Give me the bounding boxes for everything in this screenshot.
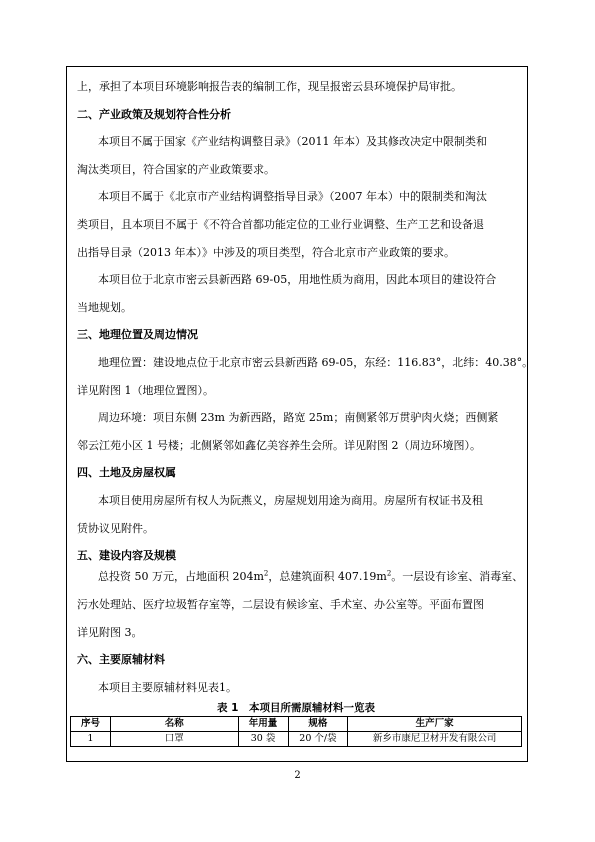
text-line: 详见附图 3。 xyxy=(77,625,143,639)
table-cell: 20 个/袋 xyxy=(288,732,348,747)
text-line: 周边环境：项目东侧 23m 为新西路，路宽 25m；南侧紧邻万贯驴肉火烧；西侧紧 xyxy=(98,411,499,425)
text-line: 地理位置：建设地点位于北京市密云县新西路 69-05，东经：116.83°，北纬：40.38°。 xyxy=(98,356,534,369)
column-header: 规格 xyxy=(288,717,348,732)
table-cell: 口罩 xyxy=(110,732,238,747)
text-line: 污水处理站、医疗垃圾暂存室等，二层设有候诊室、手术室、办公室等。平面布置图 xyxy=(77,598,484,611)
text-line: 本项目不属于《北京市产业结构调整指导目录》（2007 年本）中的限制类和淘汰 xyxy=(98,190,487,204)
section-heading: 三、地理位置及周边情况 xyxy=(77,328,198,342)
investment-text-1: 总投资 50 万元，占地面积 204m xyxy=(98,570,264,583)
text-line: 本项目使用房屋所有权人为阮燕义，房屋规划用途为商用。房屋所有权证书及租 xyxy=(98,494,483,507)
section-heading: 二、产业政策及规划符合性分析 xyxy=(77,107,231,121)
text-line: 类项目，且本项目不属于《不符合首都功能定位的工业行业调整、生产工艺和设备退 xyxy=(77,218,484,231)
superscript-2: 2 xyxy=(263,569,269,578)
section-heading: 五、建设内容及规模 xyxy=(77,549,176,563)
text-line: 上，承担了本项目环境影响报告表的编制工作，现呈报密云县环境保护局审批。 xyxy=(77,80,462,93)
table-cell: 30 袋 xyxy=(238,732,288,747)
materials-table xyxy=(70,716,522,747)
column-header: 生产厂家 xyxy=(348,717,522,732)
text-line: 本项目主要原辅材料见表1。 xyxy=(98,680,237,694)
superscript-2: 2 xyxy=(386,569,392,578)
page-number: 2 xyxy=(294,770,301,781)
column-header: 名称 xyxy=(110,717,238,732)
investment-text-3: 。一层设有诊室、消毒室、 xyxy=(391,570,524,583)
table-header-row xyxy=(71,717,522,732)
section-heading: 六、主要原辅材料 xyxy=(77,653,165,666)
table-cell: 1 xyxy=(71,732,111,747)
text-line: 赁协议见附件。 xyxy=(77,521,154,535)
section-heading: 四、土地及房屋权属 xyxy=(77,466,176,480)
text-line: 详见附图 1（地理位置图）。 xyxy=(77,383,214,397)
text-line: 本项目不属于国家《产业结构调整目录》（2011 年本）及其修改决定中限制类和 xyxy=(98,135,487,149)
text-line: 当地规划。 xyxy=(77,300,132,314)
text-line: 出指导目录（2013 年本）》中涉及的项目类型，符合北京市产业政策的要求。 xyxy=(77,245,455,259)
text-line: 本项目位于北京市密云县新西路 69-05，用地性质为商用，因此本项目的建设符合 xyxy=(98,273,497,287)
table-cell: 新乡市康尼卫材开发有限公司 xyxy=(348,732,522,747)
column-header: 序号 xyxy=(71,717,111,732)
text-line: 邻云江苑小区 1 号楼；北侧紧邻如鑫亿美容养生会所。详见附图 2（周边环境图）。 xyxy=(77,438,481,452)
investment-text-2: ，总建筑面积 407.19m xyxy=(268,570,387,583)
text-line: 淘汰类项目，符合国家的产业政策要求。 xyxy=(77,162,275,176)
investment-paragraph xyxy=(98,570,523,584)
table-caption: 表 1 本项目所需原辅材料一览表 xyxy=(217,702,375,714)
column-header: 年用量 xyxy=(238,717,288,732)
table-row xyxy=(71,732,522,747)
table-body xyxy=(71,732,522,747)
